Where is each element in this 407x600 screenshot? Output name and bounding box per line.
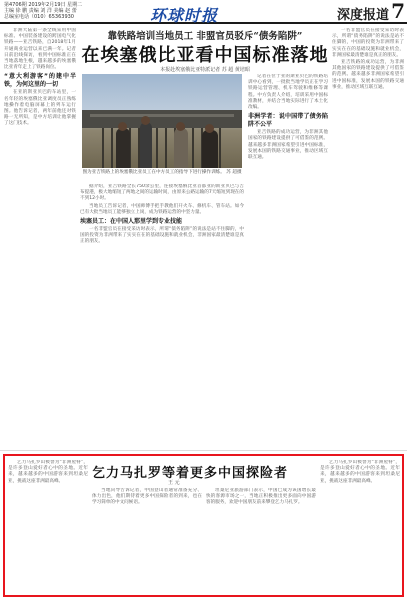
station-shed xyxy=(82,110,242,128)
section-divider xyxy=(0,450,407,451)
phone-line: 总编室电话（010）65363930 xyxy=(4,14,74,20)
column-subhead: “意大利游客”的建中半铁，为何这里的一切 xyxy=(4,73,76,89)
issue-line: 第4706期 2019年2月19日 星期二 xyxy=(4,2,83,8)
top-story-column-c xyxy=(248,74,328,446)
paragraph: 非洲大陆第一条全线采用中国标准、中国装备建设的跨国电气化铁路——亚吉铁路，自2018年1月开通商业运营以来已满一年。记者日前沿线探访，看到中国标准正在当地落地生根，越来越多的埃塞俄比亚青年走上了铁路岗位。 xyxy=(4,28,76,71)
paragraph: 当地员工告诉记者，中国师傅手把手教他们开火车、修机车、管车站。如今已有大批当地员工能够独立上岗，成为铁路运营的中坚力量。 xyxy=(80,203,244,215)
page-number: 7 xyxy=(391,0,405,23)
worker-figure xyxy=(116,128,130,168)
paragraph: 一名非盟官员在接受采访时表示，所谓“债务陷阱”的说法是站不住脚的，中国的投资为非洲带来了实实在在的基础设施和就业机会，非洲国家最清楚谁是真正的朋友。 xyxy=(332,28,404,58)
top-story-byline: 本报赴埃塞俄比亚特派记者 苏 超 黄培昭 xyxy=(160,67,250,73)
worker-head xyxy=(141,116,150,125)
worker-figure xyxy=(202,130,218,168)
editor-line: 主编 徐 鹏 责编 刘 洋 美编 赵 蕾 xyxy=(4,8,77,14)
top-story-column-a xyxy=(4,28,76,446)
worker-head xyxy=(205,124,214,133)
section-title: 深度报道 xyxy=(336,8,389,23)
worker-head xyxy=(176,122,185,131)
paragraph: 坦桑尼亚旅游部门表示，中国已成为该国增长最快的客源市场之一，当地正积极推出更多面向中国游客的服务，欢迎中国朋友前来攀登乞力马扎罗。 xyxy=(206,488,316,506)
paragraph: 当地向导告诉记者，中国登山者通常准备充分、体力出色，他们期待着更多中国探险者的到来，也在学习简单的中文问候语。 xyxy=(92,488,202,506)
feature-column-4 xyxy=(320,460,400,592)
feature-column-3 xyxy=(206,488,316,592)
photo-caption: 图为亚吉铁路上的埃塞俄比亚员工在中方员工的指导下进行操作训练。 苏 超摄 xyxy=(82,170,242,175)
masthead-meta xyxy=(4,2,82,20)
newspaper-logo: 环球时报 xyxy=(150,6,219,25)
paragraph: 据介绍，亚吉铁路全长750余公里，连接埃塞俄比亚首都亚的斯亚贝巴与吉布提港，极大地缩短了两地之间的运输时间，由原来公路运输的7天缩短到现在的不到12小时。 xyxy=(80,184,244,202)
top-story-column-b xyxy=(80,184,244,446)
feature-column-1 xyxy=(8,460,88,592)
top-story-kicker: 靠铁路培训当地员工 非盟官员驳斥“债务陷阱” xyxy=(107,31,303,42)
worker-figure xyxy=(140,122,152,168)
top-story-photo xyxy=(82,74,242,168)
paragraph: 在亚的斯亚贝巴的车站里，一名年轻的埃塞俄比亚调度员正熟练地操作着电脑屏幕上的列车运行图。他告诉记者，两年前他还对铁路一无所知，是中方培训让他掌握了这门技术。 xyxy=(4,90,76,127)
top-story-column-d xyxy=(332,28,404,446)
paragraph: 乞力马扎罗山被誉为“非洲屋脊”，是许多登山爱好者心中的圣地。近年来，越来越多的中国游客来到坦桑尼亚，挑战这座非洲最高峰。 xyxy=(320,460,400,484)
worker-figure xyxy=(174,128,188,168)
paragraph: 一名非盟官员在接受采访时表示，所谓“债务陷阱”的说法是站不住脚的，中国的投资为非洲带来了实实在在的基础设施和就业机会，非洲国家最清楚谁是真正的朋友。 xyxy=(80,227,244,245)
masthead xyxy=(0,0,407,24)
paragraph: 亚吉铁路的成功运营，为非洲其他国家的铁路建设提供了可借鉴的范例。越来越多非洲国家希望引进中国标准，发展本国的铁路交通事业，推动区域互联互通。 xyxy=(332,60,404,90)
column-subhead: 非洲学者：说中国带了债务陷阱不公平 xyxy=(248,113,328,129)
feature-column-2 xyxy=(92,488,202,592)
feature-title: 乞力马扎罗等着更多中国探险者 xyxy=(92,466,289,481)
paragraph: 记者在位于亚的斯亚贝巴的铁路培训中心看到，一批批当地学员正在学习铁路运营管理、机车驾驶和维修等课程。中方负责人介绍，培训采用中国标准教材，并结合当地实际进行了本土化改编。 xyxy=(248,74,328,111)
paragraph: 乞力马扎罗山被誉为“非洲屋脊”，是许多登山爱好者心中的圣地。近年来，越来越多的中国游客来到坦桑尼亚，挑战这座非洲最高峰。 xyxy=(8,460,88,484)
column-subhead: 埃塞员工：在中国人那里学到专业技能 xyxy=(80,218,183,226)
feature-byline: 王 元 xyxy=(168,480,180,486)
worker-head xyxy=(118,122,127,131)
paragraph: 亚吉铁路的成功运营，为非洲其他国家的铁路建设提供了可借鉴的范例。越来越多非洲国家希望引进中国标准，发展本国的铁路交通事业，推动区域互联互通。 xyxy=(248,130,328,161)
top-story-title: 在埃塞俄比亚看中国标准落地 xyxy=(81,45,329,66)
